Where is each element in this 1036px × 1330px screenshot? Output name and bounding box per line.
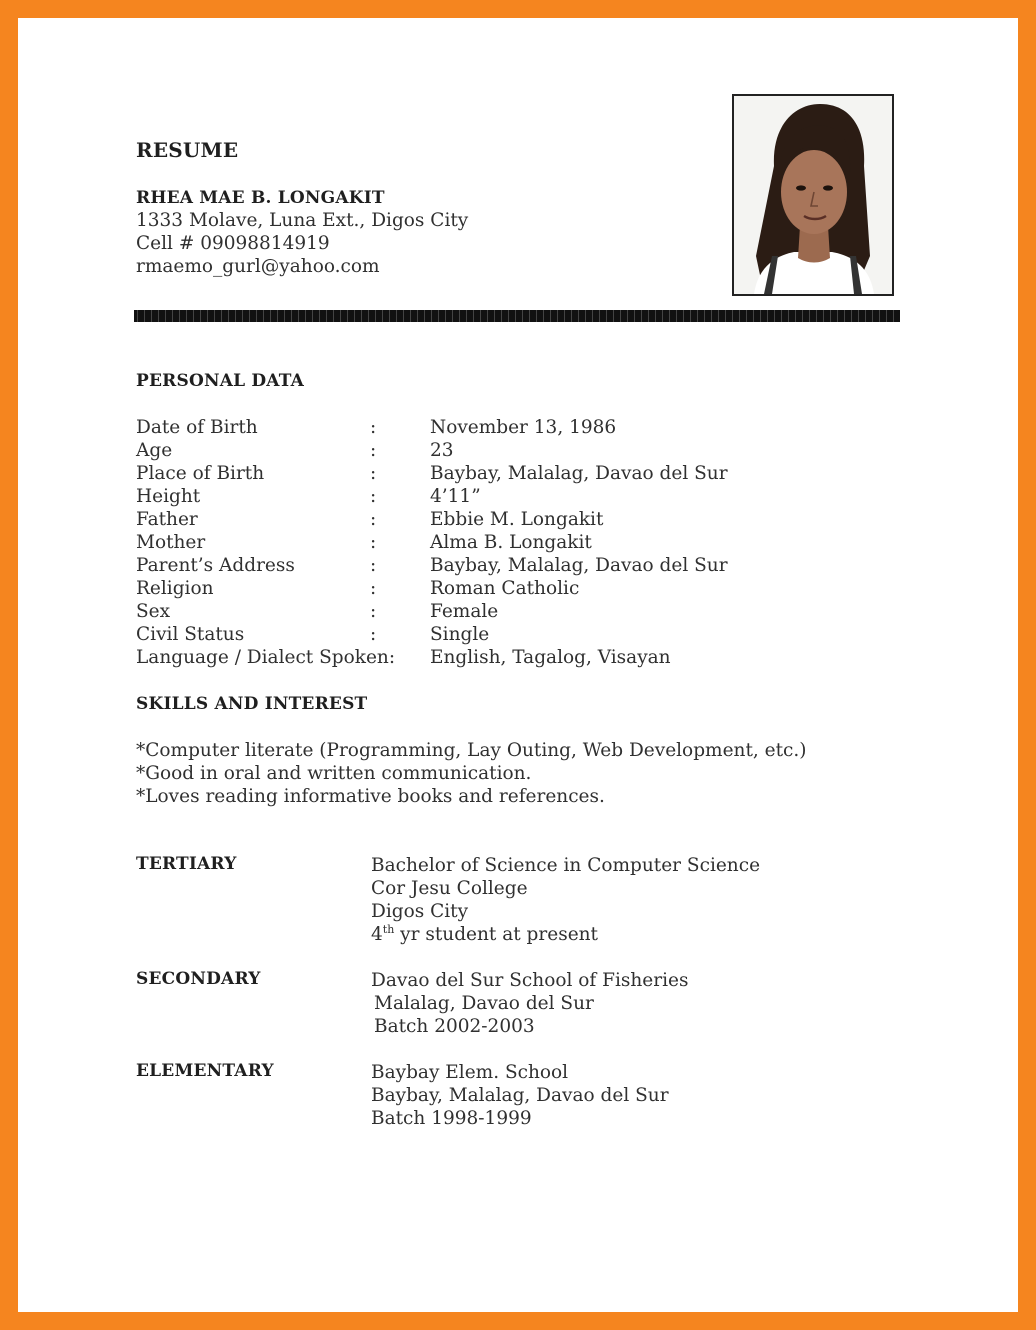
document-title: RESUME bbox=[136, 138, 239, 162]
elementary-school: Baybay Elem. School bbox=[371, 1062, 569, 1083]
header-divider bbox=[134, 310, 900, 322]
contact-info bbox=[136, 209, 468, 278]
personal-data-row: Date of Birth : November 13, 1986 bbox=[136, 417, 617, 438]
personal-data-table bbox=[136, 416, 936, 669]
personal-data-row: Parent’s Address : Baybay, Malalag, Davao del Sur bbox=[136, 555, 728, 576]
personal-data-row: Civil Status : Single bbox=[136, 624, 490, 645]
secondary-heading: SECONDARY bbox=[136, 969, 261, 989]
personal-data-heading: PERSONAL DATA bbox=[136, 371, 305, 391]
elementary-heading: ELEMENTARY bbox=[136, 1061, 274, 1081]
personal-data-row: Language / Dialect Spoken: English, Tagalog, Visayan bbox=[136, 647, 671, 668]
tertiary-school: Cor Jesu College bbox=[371, 878, 528, 899]
personal-data-row: Religion : Roman Catholic bbox=[136, 578, 580, 599]
elementary-batch: Batch 1998-1999 bbox=[371, 1108, 532, 1129]
skills-list bbox=[136, 739, 806, 808]
personal-data-row: Father : Ebbie M. Longakit bbox=[136, 509, 604, 530]
personal-data-row: Sex : Female bbox=[136, 601, 499, 622]
profile-photo bbox=[732, 94, 894, 296]
skill-item: *Computer literate (Programming, Lay Outing, Web Development, etc.) bbox=[136, 740, 807, 761]
elementary-place: Baybay, Malalag, Davao del Sur bbox=[371, 1085, 669, 1106]
resume-page bbox=[18, 18, 1018, 1312]
personal-data-row: Place of Birth : Baybay, Malalag, Davao del Sur bbox=[136, 463, 728, 484]
personal-data-row: Age : 23 bbox=[136, 440, 454, 461]
tertiary-year: 4th yr student at present bbox=[371, 922, 598, 945]
personal-data-row: Mother : Alma B. Longakit bbox=[136, 532, 592, 553]
personal-data-row: Height : 4’11” bbox=[136, 486, 481, 507]
secondary-place: Malalag, Davao del Sur bbox=[374, 993, 594, 1014]
tertiary-heading: TERTIARY bbox=[136, 854, 237, 874]
portrait-image bbox=[734, 96, 892, 294]
secondary-details bbox=[371, 969, 688, 1038]
secondary-school: Davao del Sur School of Fisheries bbox=[371, 970, 689, 991]
secondary-batch: Batch 2002-2003 bbox=[374, 1016, 535, 1037]
tertiary-degree: Bachelor of Science in Computer Science bbox=[371, 855, 761, 876]
email: rmaemo_gurl@yahoo.com bbox=[136, 256, 380, 277]
elementary-details bbox=[371, 1061, 669, 1130]
skill-item: *Good in oral and written communication. bbox=[136, 763, 532, 784]
applicant-name: RHEA MAE B. LONGAKIT bbox=[136, 188, 385, 208]
tertiary-details bbox=[371, 854, 760, 946]
tertiary-place: Digos City bbox=[371, 901, 469, 922]
address: 1333 Molave, Luna Ext., Digos City bbox=[136, 210, 469, 231]
cell-number: Cell # 09098814919 bbox=[136, 233, 330, 254]
skill-item: *Loves reading informative books and references. bbox=[136, 786, 605, 807]
skills-heading: SKILLS AND INTEREST bbox=[136, 694, 368, 714]
